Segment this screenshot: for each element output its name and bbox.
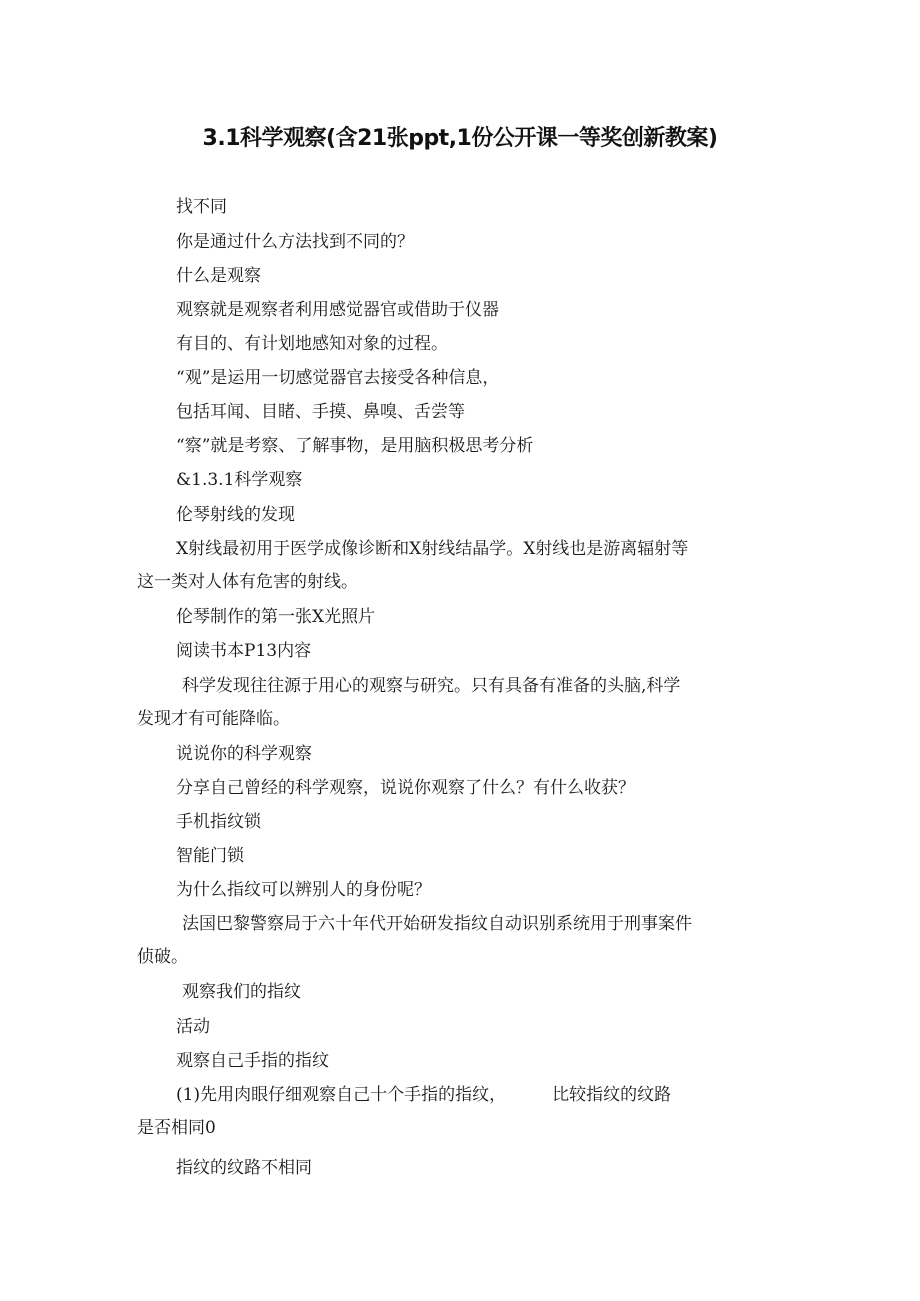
paragraph-line: “察”就是考察、了解事物，是用脑积极思考分析 — [176, 436, 534, 456]
paragraph-line: 包括耳闻、目睹、手摸、鼻嗅、舌尝等 — [176, 402, 465, 422]
paragraph-line: 有目的、有计划地感知对象的过程。 — [176, 334, 448, 354]
paragraph-line: 什么是观察 — [176, 266, 261, 286]
paragraph-line: 分享自己曾经的科学观察，说说你观察了什么？有什么收获？ — [176, 778, 635, 798]
paragraph-line: X射线最初用于医学成像诊断和X射线结晶学。X射线也是游离辐射等 — [176, 539, 689, 559]
paragraph-line: 观察自己手指的指纹 — [176, 1051, 329, 1071]
paragraph-line: 观察我们的指纹 — [182, 982, 301, 1002]
document-title: 3.1科学观察(含21张ppt,1份公开课一等奖创新教案) — [202, 126, 718, 151]
paragraph-line: 侦破。 — [137, 947, 188, 967]
paragraph-line: 指纹的纹路不相同 — [176, 1158, 312, 1178]
paragraph-line — [176, 1083, 671, 1107]
paragraph-line: 找不同 — [176, 197, 227, 217]
paragraph-line: 这一类对人体有危害的射线。 — [137, 572, 358, 592]
paragraph-line: 活动 — [176, 1017, 210, 1037]
paragraph-line-part: (1)先用肉眼仔细观察自己十个手指的指纹， — [176, 1085, 507, 1105]
paragraph-line: “观”是运用一切感觉器官去接受各种信息， — [176, 368, 500, 388]
paragraph-line: 你是通过什么方法找到不同的？ — [176, 232, 414, 252]
paragraph-line: 伦琴制作的第一张X光照片 — [176, 607, 376, 627]
paragraph-line: 是否相同0 — [137, 1118, 216, 1138]
paragraph-line: 阅读书本P13内容 — [176, 641, 312, 661]
paragraph-line: 发现才有可能降临。 — [137, 709, 290, 729]
paragraph-line: 手机指纹锁 — [176, 812, 261, 832]
paragraph-line: 法国巴黎警察局于六十年代开始研发指纹自动识别系统用于刑事案件 — [182, 914, 692, 934]
paragraph-line: 观察就是观察者利用感觉器官或借助于仪器 — [176, 300, 499, 320]
paragraph-line: &1.3.1科学观察 — [176, 470, 303, 490]
paragraph-line: 说说你的科学观察 — [176, 744, 312, 764]
paragraph-line: 智能门锁 — [176, 846, 244, 866]
paragraph-line: 为什么指纹可以辨别人的身份呢？ — [176, 880, 431, 900]
paragraph-line-part: 比较指纹的纹路 — [552, 1085, 672, 1105]
paragraph-line: 伦琴射线的发现 — [176, 505, 295, 525]
paragraph-line: 科学发现往往源于用心的观察与研究。只有具备有准备的头脑,科学 — [182, 676, 681, 696]
